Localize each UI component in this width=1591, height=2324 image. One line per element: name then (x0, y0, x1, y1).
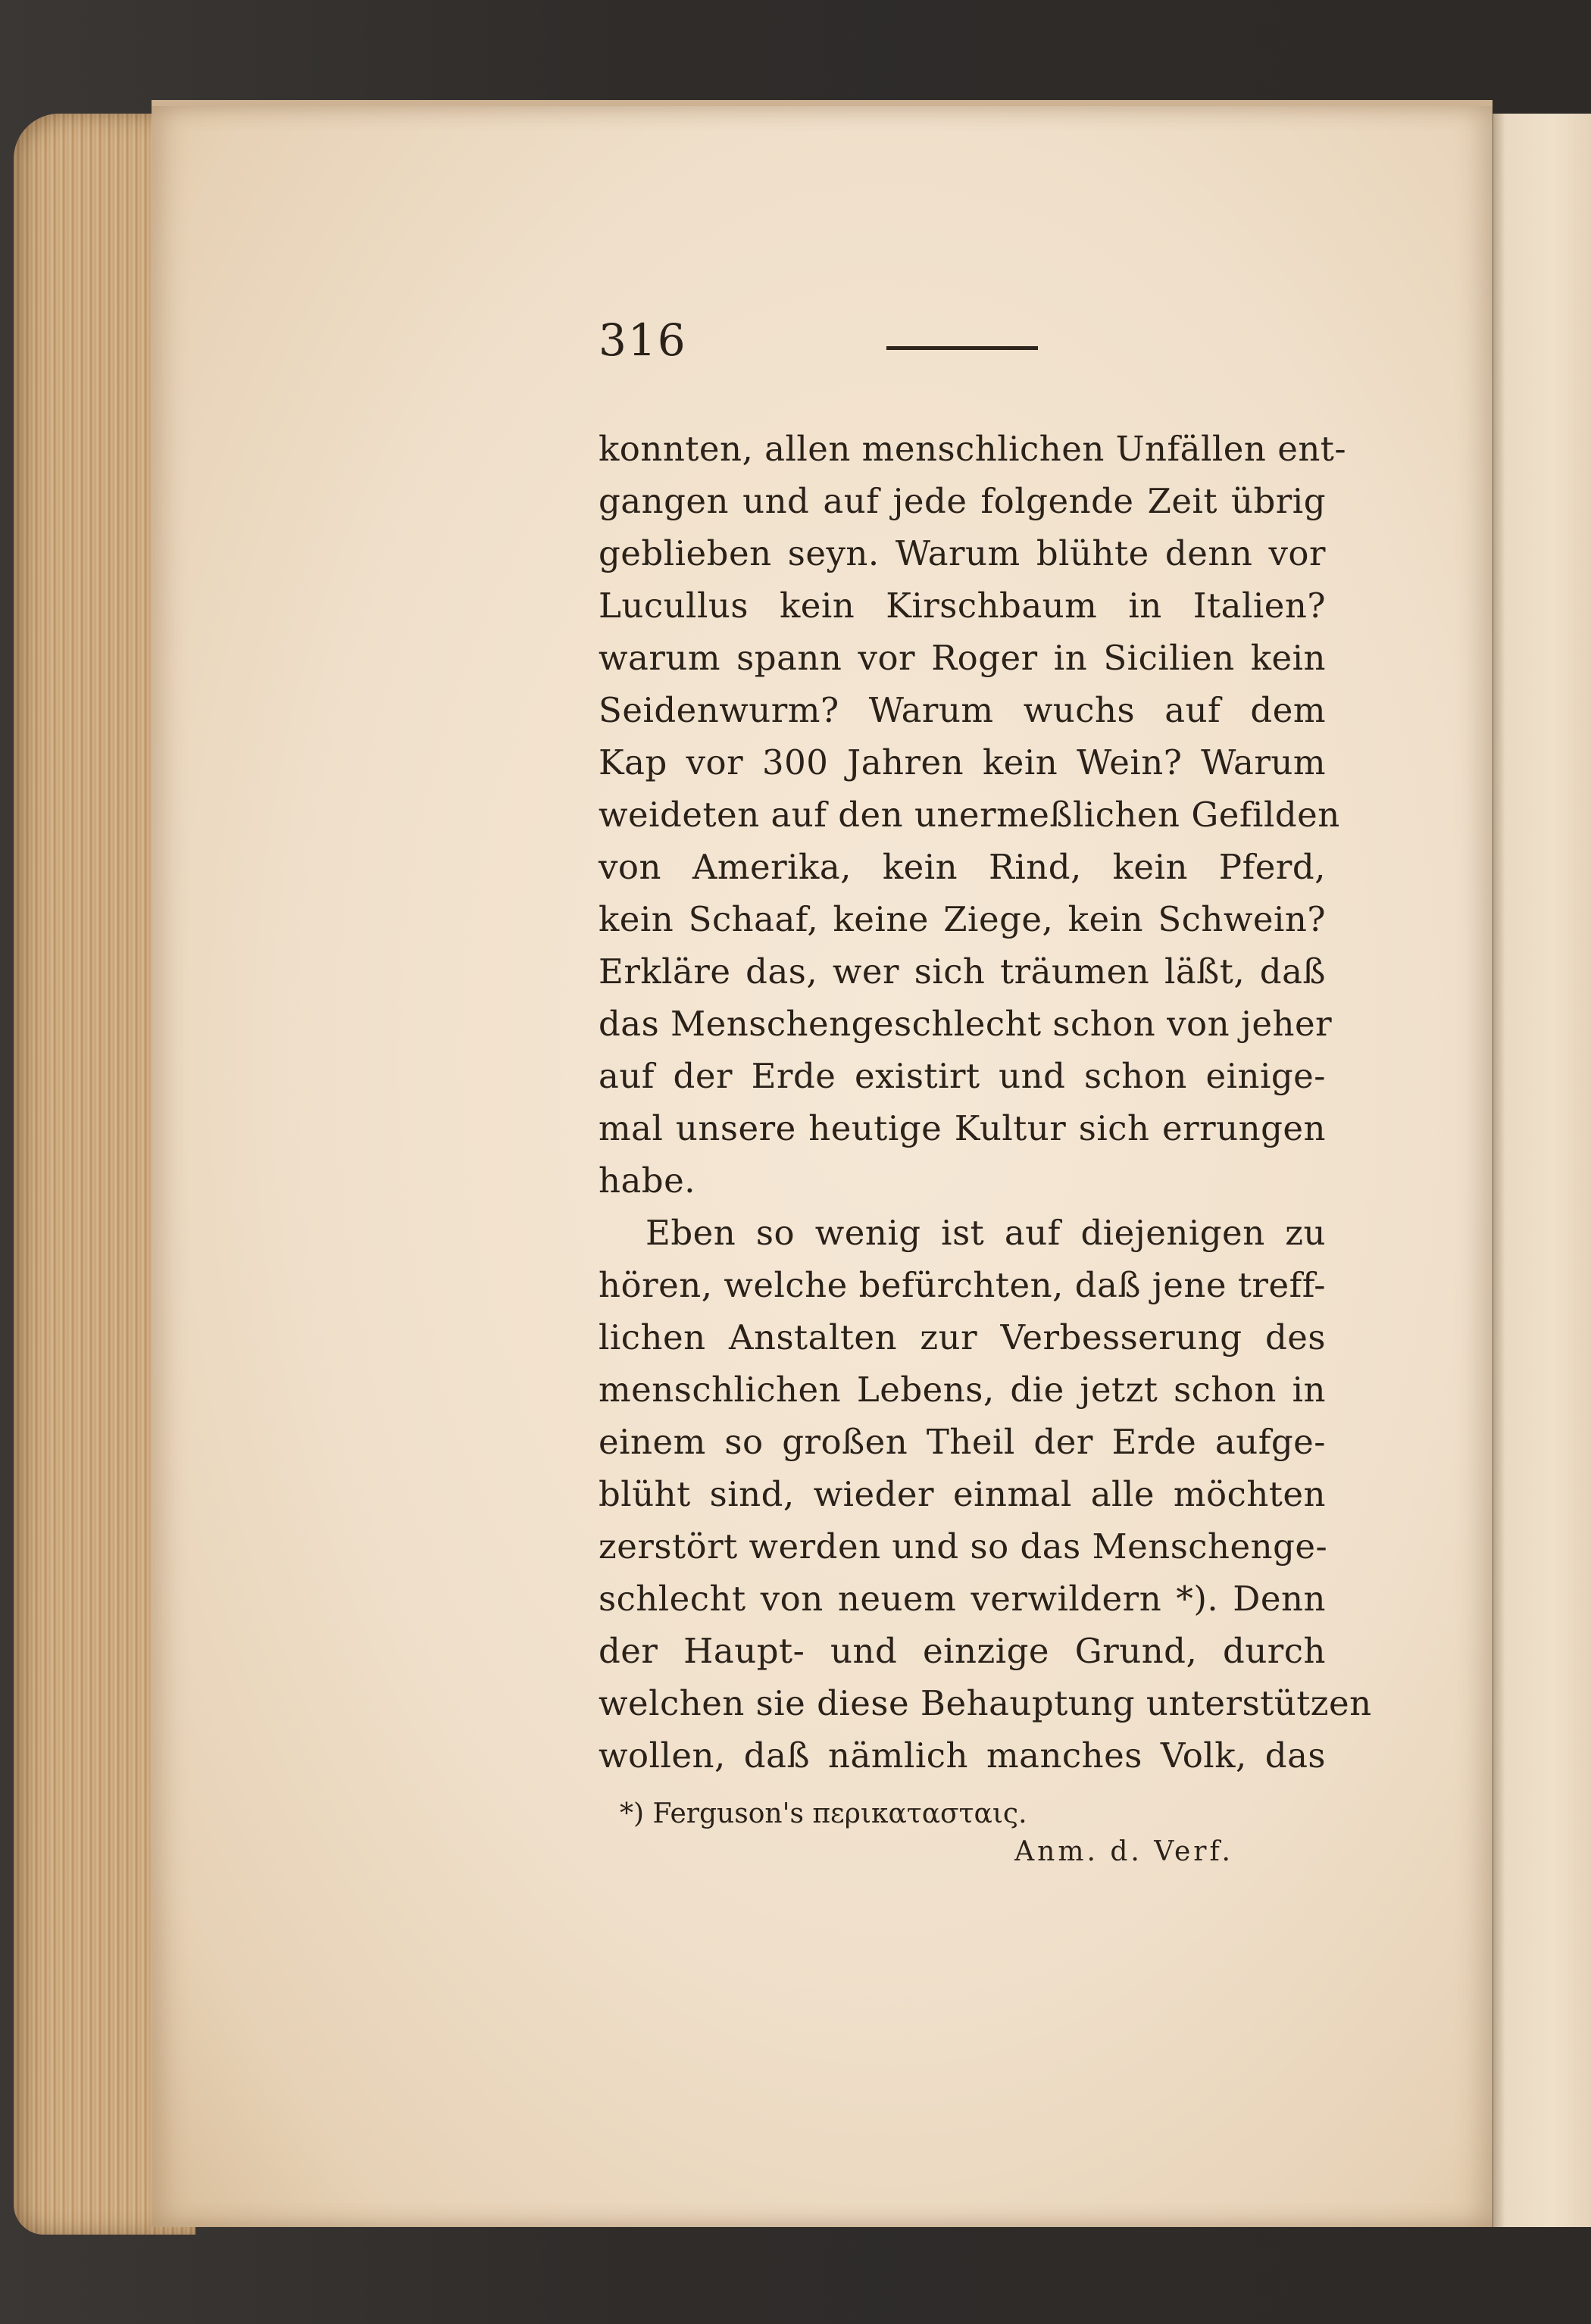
text-line: der Haupt- und einzige Grund, durch (599, 1631, 1326, 1671)
text-line: auf der Erde existirt und schon einige- (599, 1056, 1326, 1096)
text-line: von Amerika, kein Rind, kein Pferd, (599, 847, 1326, 887)
text-line: kein Schaaf, keine Ziege, kein Schwein? (599, 899, 1326, 939)
next-page-edge (1491, 114, 1591, 2227)
text-line: konnten, allen menschlichen Unfällen ent- (599, 429, 1347, 469)
text-line: welchen sie diese Behauptung unterstützen (599, 1683, 1372, 1723)
text-line: habe. (599, 1160, 696, 1201)
text-line: Kap vor 300 Jahren kein Wein? Warum (599, 742, 1326, 782)
footnote (620, 1795, 1302, 1871)
text-line: Eben so wenig ist auf diejenigen zu (645, 1213, 1326, 1253)
text-line: hören, welche befürchten, daß jene treff- (599, 1265, 1326, 1305)
body-text (599, 423, 1372, 1782)
text-line: zerstört werden und so das Menschenge- (599, 1526, 1328, 1567)
text-line: das Menschengeschlecht schon von jeher (599, 1004, 1333, 1044)
text-line: warum spann vor Roger in Sicilien kein (599, 638, 1326, 678)
text-line: wollen, daß nämlich manches Volk, das (599, 1735, 1326, 1776)
page-header (599, 314, 1356, 375)
header-rule (886, 346, 1038, 350)
text-line: einem so großen Theil der Erde aufge- (599, 1422, 1326, 1462)
text-line: menschlichen Lebens, die jetzt schon in (599, 1370, 1326, 1410)
text-line: Erkläre das, wer sich träumen läßt, daß (599, 951, 1326, 992)
text-line: weideten auf den unermeßlichen Gefilden (599, 795, 1340, 835)
text-line: gangen und auf jede folgende Zeit übrig (599, 481, 1326, 521)
text-line: schlecht von neuem verwildern *). Denn (599, 1579, 1326, 1619)
footnote-signature: Anm. d. Verf. (1014, 1836, 1233, 1867)
text-line: geblieben seyn. Warum blühte denn vor (599, 533, 1326, 573)
footnote-text: *) Ferguson's περικατασταις. (620, 1798, 1027, 1829)
text-line: Seidenwurm? Warum wuchs auf dem (599, 690, 1326, 730)
text-line: blüht sind, wieder einmal alle möchten (599, 1474, 1326, 1514)
page-number: 316 (599, 314, 687, 366)
text-line: mal unsere heutige Kultur sich errungen (599, 1108, 1326, 1148)
text-line: lichen Anstalten zur Verbesserung des (599, 1317, 1326, 1357)
text-line: Lucullus kein Kirschbaum in Italien? (599, 586, 1326, 626)
